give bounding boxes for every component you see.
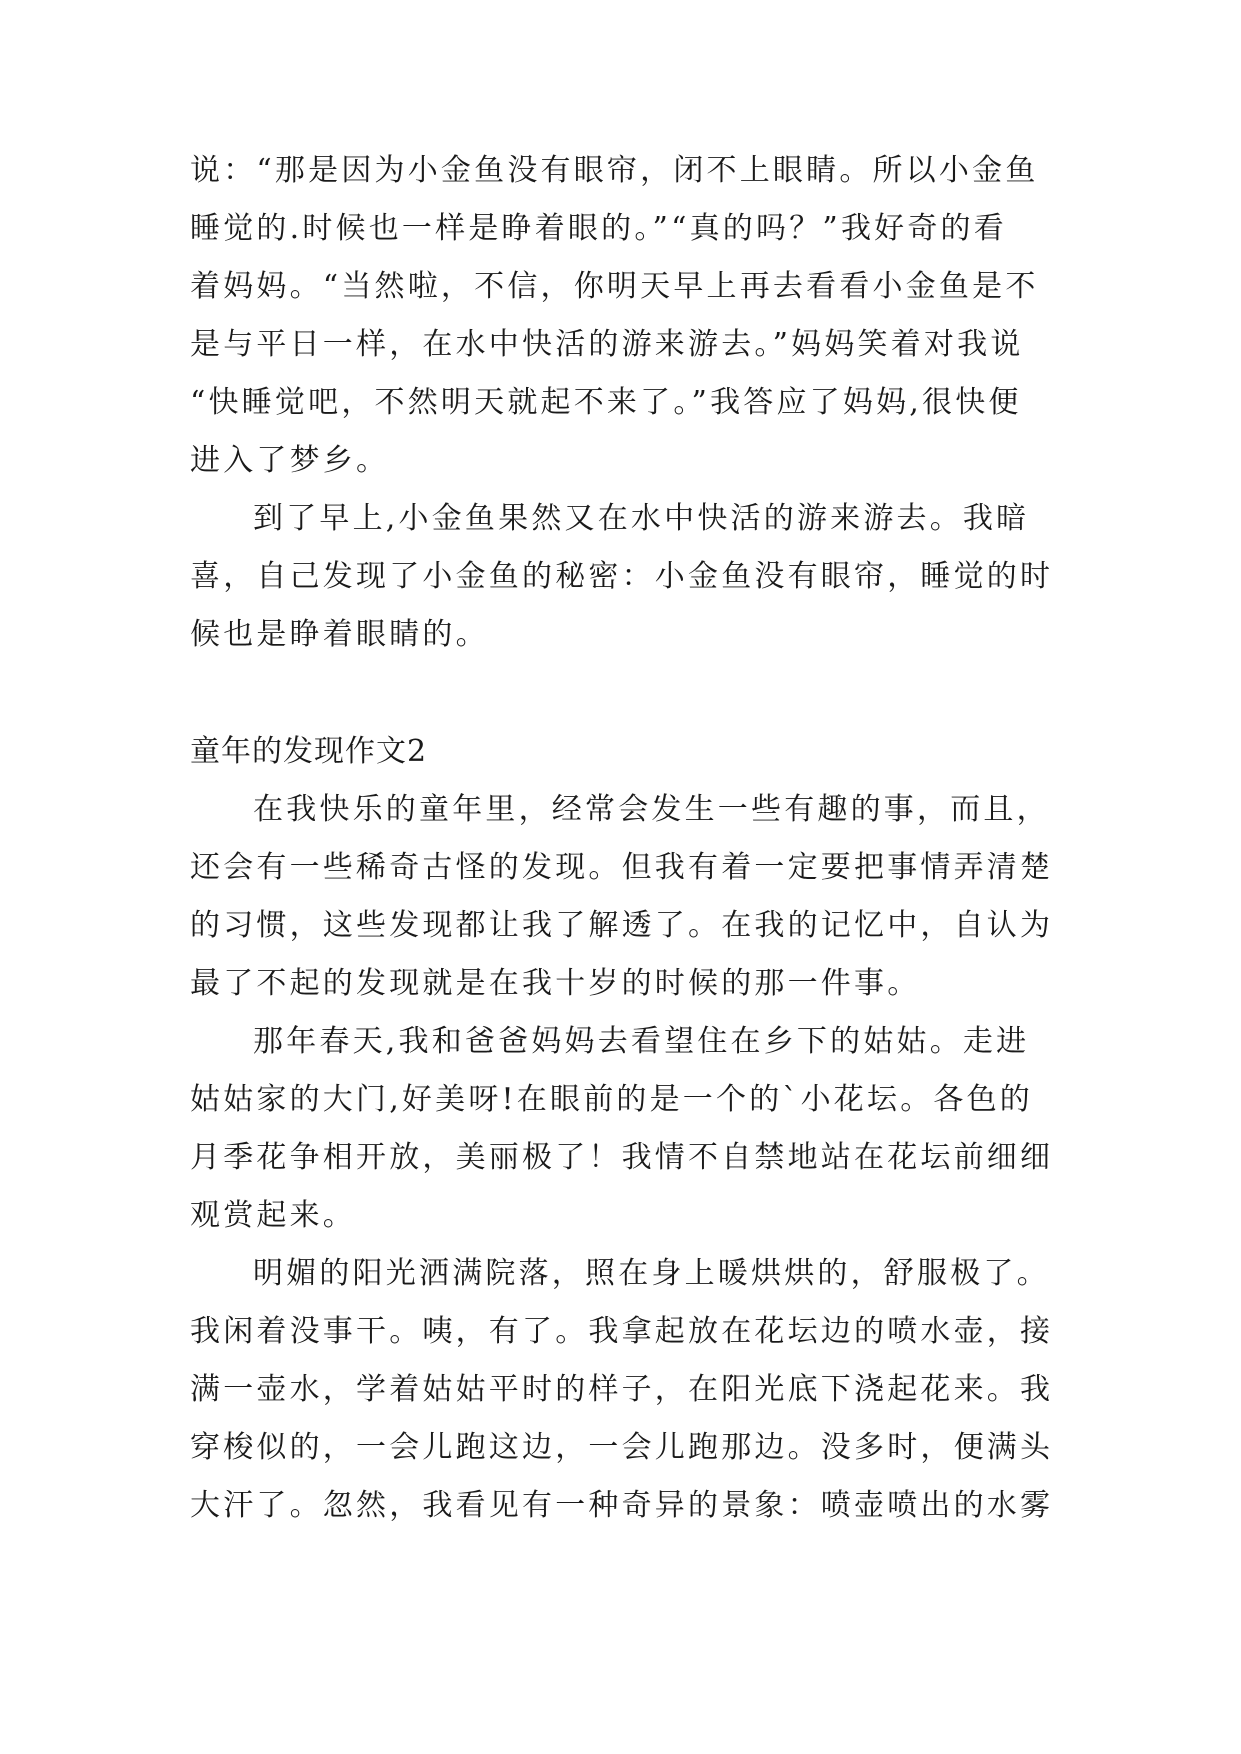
text-line: 观赏起来。 [190, 1198, 356, 1233]
paragraph-first-line: 那年春天,我和爸爸妈妈去看望住在乡下的姑姑。走进 [253, 1024, 1030, 1059]
text-line: 大汗了。忽然，我看见有一种奇异的景象：喷壶喷出的水雾 [190, 1488, 1054, 1523]
text-line: 睡觉的.时候也一样是睁着眼的。”“真的吗？”我好奇的看 [190, 211, 1007, 246]
paragraph-first-line: 到了早上,小金鱼果然又在水中快活的游来游去。我暗 [253, 501, 1030, 536]
text-line: 穿梭似的，一会儿跑这边，一会儿跑那边。没多时，便满头 [190, 1430, 1054, 1465]
text-line: 着妈妈。“当然啦，不信，你明天早上再去看看小金鱼是不 [190, 269, 1039, 304]
text-line: “快睡觉吧，不然明天就起不来了。”我答应了妈妈,很快便 [190, 385, 1022, 420]
text-line: 姑姑家的大门,好美呀!在眼前的是一个的`小花坛。各色的 [190, 1082, 1033, 1117]
text-line: 我闲着没事干。咦，有了。我拿起放在花坛边的喷水壶，接 [190, 1314, 1054, 1349]
text-line: 的习惯，这些发现都让我了解透了。在我的记忆中，自认为 [190, 908, 1054, 943]
text-line: 是与平日一样，在水中快活的游来游去。”妈妈笑着对我说 [190, 327, 1024, 362]
text-line: 满一壶水，学着姑姑平时的样子，在阳光底下浇起花来。我 [190, 1372, 1054, 1407]
paragraph-first-line: 在我快乐的童年里，经常会发生一些有趣的事，而且， [253, 792, 1050, 827]
text-line: 还会有一些稀奇古怪的发现。但我有着一定要把事情弄清楚 [190, 850, 1054, 885]
text-line: 候也是睁着眼睛的。 [190, 617, 489, 652]
text-line: 进入了梦乡。 [190, 443, 390, 478]
paragraph-first-line: 明媚的阳光洒满院落，照在身上暖烘烘的，舒服极了。 [253, 1256, 1050, 1291]
section-heading: 童年的发现作文2 [190, 734, 428, 769]
text-line: 喜，自己发现了小金鱼的秘密：小金鱼没有眼帘，睡觉的时 [190, 559, 1054, 594]
text-line: 月季花争相开放，美丽极了！我情不自禁地站在花坛前细细 [190, 1140, 1054, 1175]
text-line: 最了不起的发现就是在我十岁的时候的那一件事。 [190, 966, 921, 1001]
text-line: 说：“那是因为小金鱼没有眼帘，闭不上眼睛。所以小金鱼 [190, 153, 1039, 188]
